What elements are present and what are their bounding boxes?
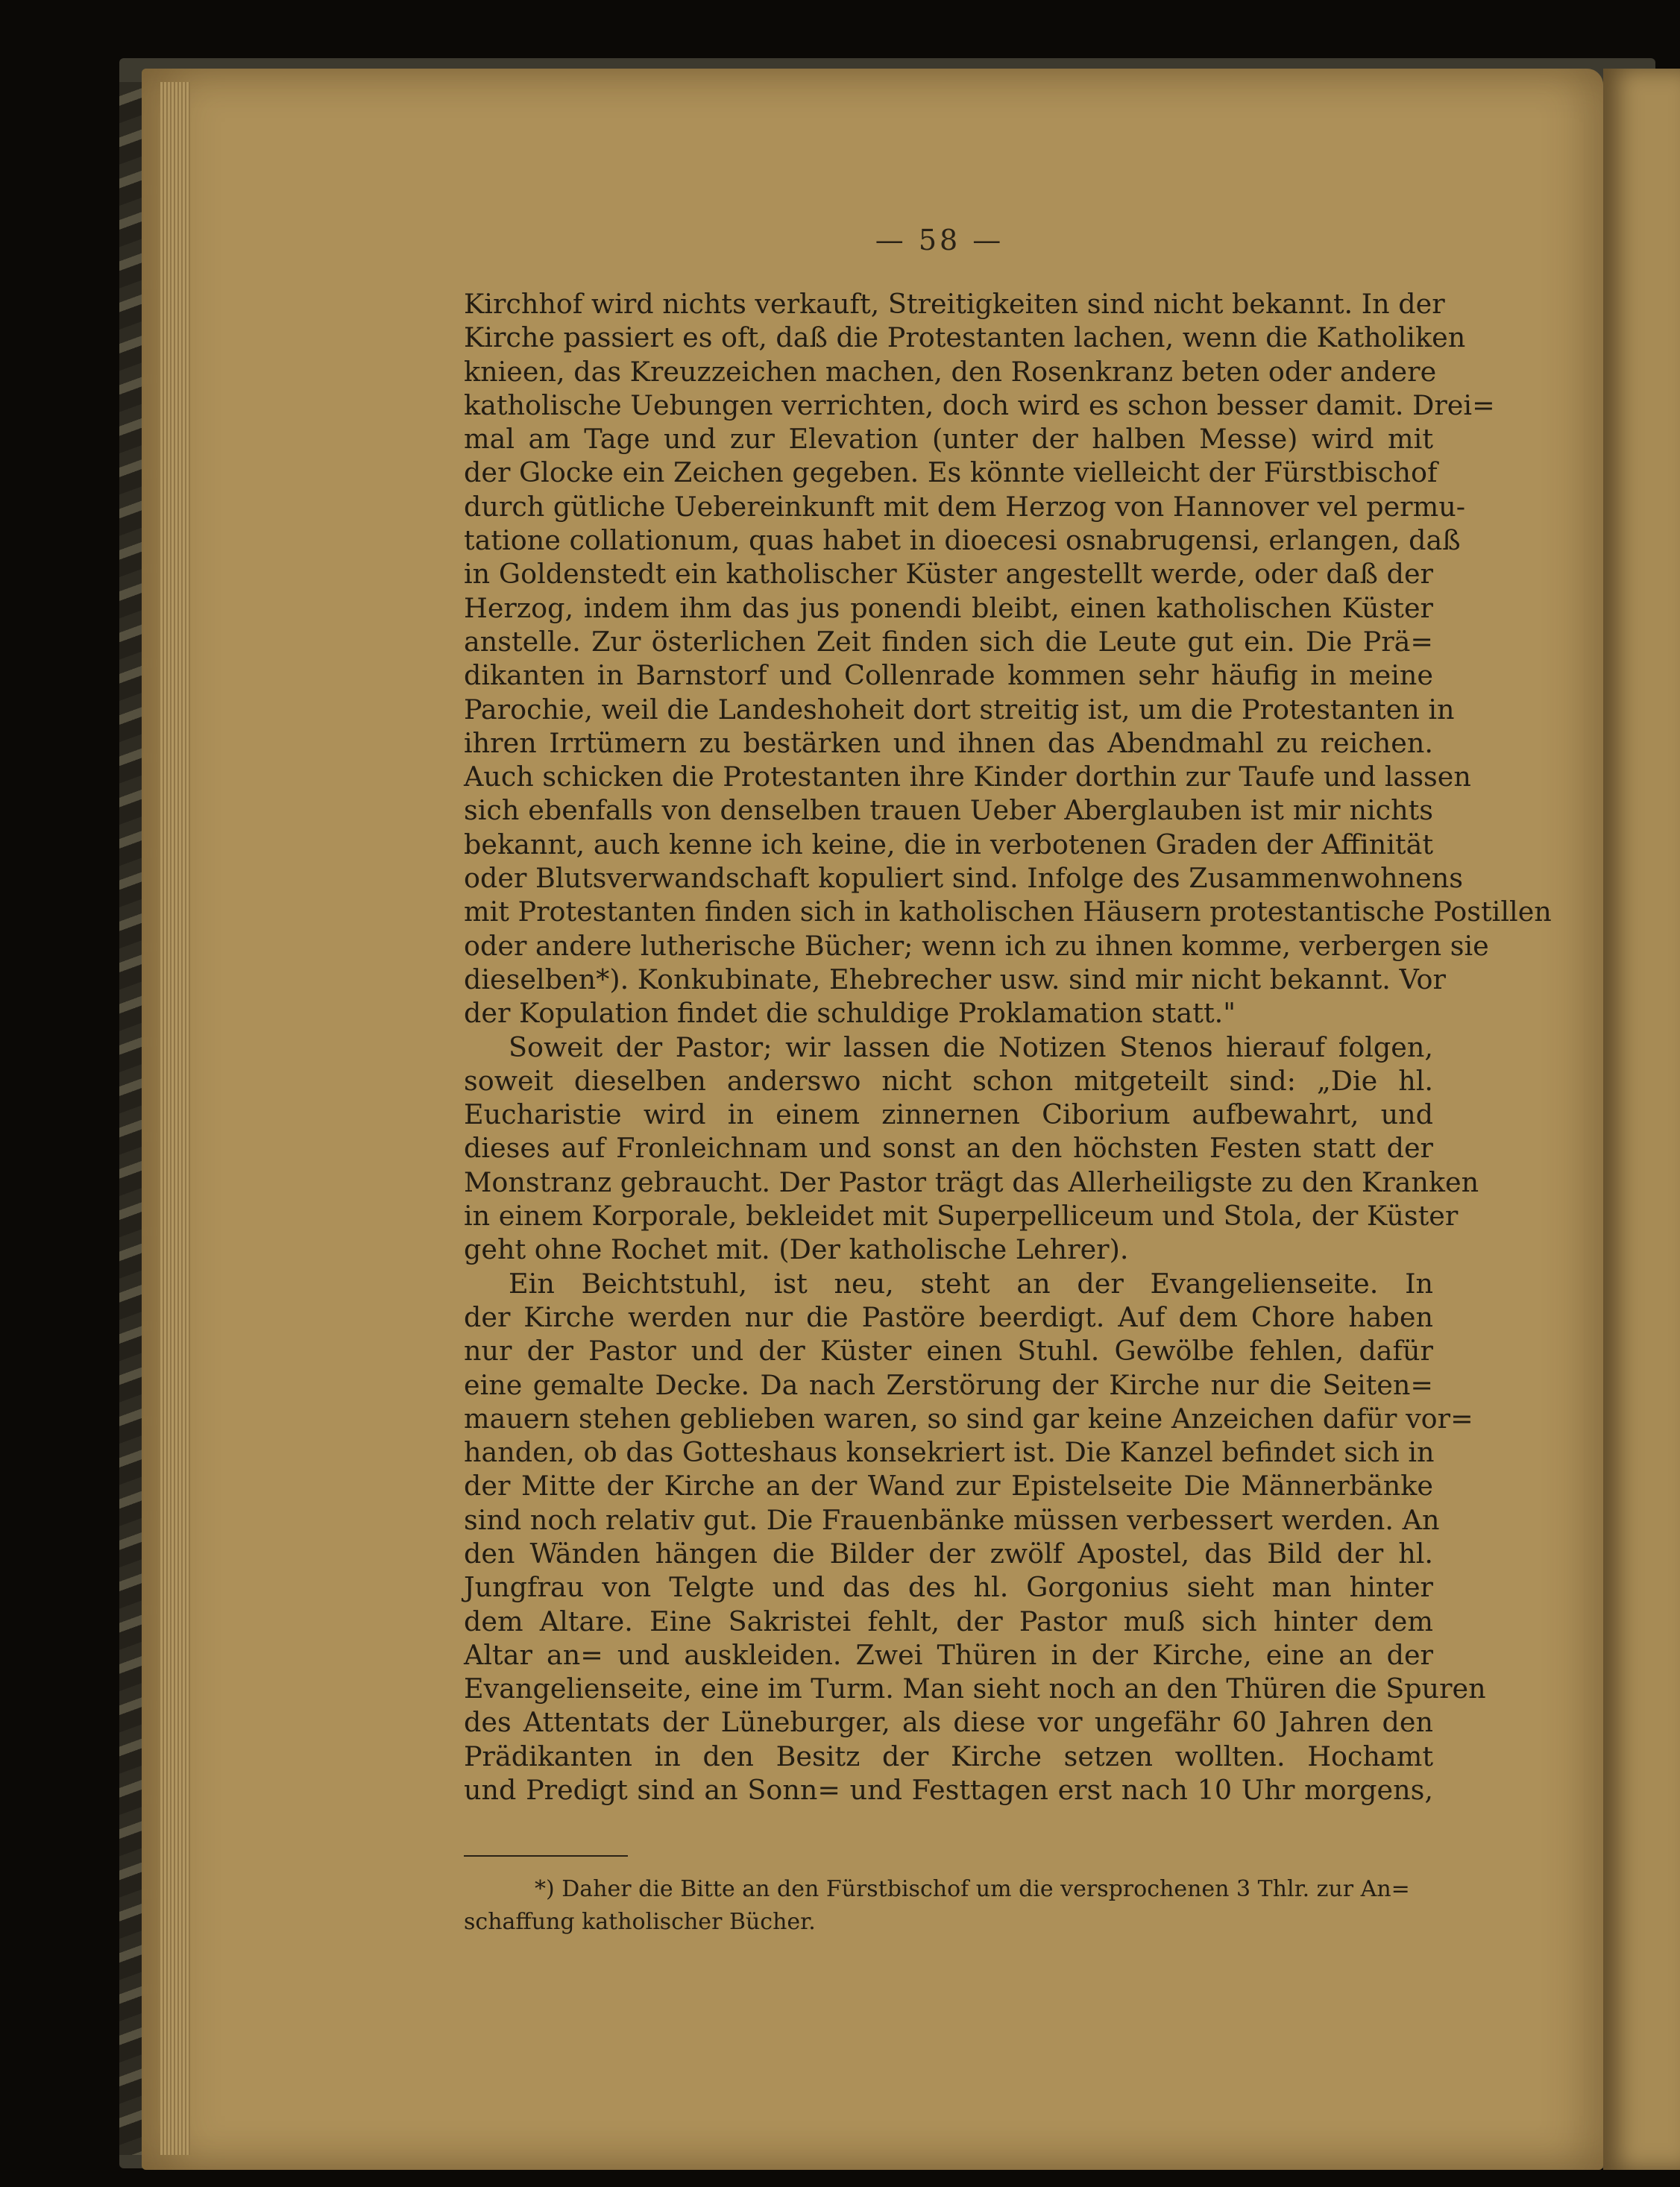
- text-line: der Glocke ein Zeichen gegeben. Es könnte vielleicht der Fürstbischof: [464, 456, 1438, 489]
- text-line: tatione collationum, quas habet in dioecesi osnabrugensi, erlangen, daß: [464, 524, 1461, 557]
- text-line: Kirchhof wird nichts verkauft, Streitigkeiten sind nicht bekannt. In der: [464, 288, 1445, 320]
- text-line: dem Altare. Eine Sakristei fehlt, der Pastor muß sich hinter dem: [464, 1605, 1433, 1637]
- text-line: den Wänden hängen die Bilder der zwölf Apostel, das Bild der hl.: [464, 1537, 1433, 1570]
- text-line: sich ebenfalls von denselben trauen Ueber Aberglauben ist mir nichts: [464, 794, 1433, 827]
- text-line: dieselben*). Konkubinate, Ehebrecher usw. sind mir nicht bekannt. Vor: [464, 963, 1446, 995]
- text-line: ihren Irrtümern zu bestärken und ihnen das Abendmahl zu reichen.: [464, 726, 1433, 759]
- text-line: Altar an= und auskleiden. Zwei Thüren in der Kirche, eine an der: [464, 1638, 1433, 1671]
- text-line: dieses auf Fronleichnam und sonst an den höchsten Festen statt der: [464, 1132, 1433, 1165]
- footnote: [464, 1873, 1433, 1939]
- text-line: Parochie, weil die Landeshoheit dort streitig ist, um die Protestanten in: [464, 693, 1455, 726]
- text-line: handen, ob das Gotteshaus konsekriert ist. Die Kanzel befindet sich in: [464, 1436, 1435, 1469]
- text-line: mit Protestanten finden sich in katholischen Häusern protestantische Postillen: [464, 896, 1552, 928]
- text-line: Herzog, indem ihm das jus ponendi bleibt, einen katholischen Küster: [464, 591, 1433, 624]
- footnote-rule: [464, 1855, 628, 1857]
- text-line: Prädikanten in den Besitz der Kirche setzen wollten. Hochamt: [464, 1740, 1433, 1772]
- facing-page-edge: [1603, 69, 1680, 2170]
- paragraph-1: [464, 287, 1552, 1030]
- text-line: Auch schicken die Protestanten ihre Kinder dorthin zur Taufe und lassen: [464, 761, 1471, 793]
- text-line: der Mitte der Kirche an der Wand zur Epistelseite Die Männerbänke: [464, 1470, 1433, 1502]
- text-line: nur der Pastor und der Küster einen Stuhl. Gewölbe fehlen, dafür: [464, 1335, 1433, 1368]
- body-text: [464, 287, 1552, 1807]
- text-line: des Attentats der Lüneburger, als diese vor ungefähr 60 Jahren den: [464, 1706, 1433, 1739]
- footnote-line: schaffung katholischer Bücher.: [464, 1909, 816, 1935]
- text-line: knieen, das Kreuzzeichen machen, den Rosenkranz beten oder andere: [464, 355, 1437, 388]
- text-line: und Predigt sind an Sonn= und Festtagen erst nach 10 Uhr morgens,: [464, 1774, 1433, 1807]
- paragraph-2: [464, 1030, 1479, 1267]
- text-line: anstelle. Zur österlichen Zeit finden sich die Leute gut ein. Die Prä=: [464, 625, 1433, 658]
- text-line: in einem Korporale, bekleidet mit Superpelliceum und Stola, der Küster: [464, 1200, 1459, 1233]
- text-line: Evangelienseite, eine im Turm. Man sieht noch an den Thüren die Spuren: [464, 1672, 1486, 1705]
- text-line: mal am Tage und zur Elevation (unter der halben Messe) wird mit: [464, 423, 1433, 456]
- text-line: dikanten in Barnstorf und Collenrade kommen sehr häufig in meine: [464, 659, 1433, 692]
- text-line: oder andere lutherische Bücher; wenn ich zu ihnen komme, verbergen sie: [464, 929, 1489, 962]
- text-line: mauern stehen geblieben waren, so sind gar keine Anzeichen dafür vor=: [464, 1402, 1473, 1435]
- text-line: Kirche passiert es oft, daß die Protestanten lachen, wenn die Katholiken: [464, 321, 1466, 354]
- text-line: in Goldenstedt ein katholischer Küster angestellt werde, oder daß der: [464, 558, 1433, 591]
- text-line: bekannt, auch kenne ich keine, die in verbotenen Graden der Affinität: [464, 828, 1433, 860]
- text-line: der Kirche werden nur die Pastöre beerdigt. Auf dem Chore haben: [464, 1300, 1433, 1333]
- text-line: Jungfrau von Telgte und das des hl. Gorgonius sieht man hinter: [464, 1571, 1433, 1604]
- text-line: soweit dieselben anderswo nicht schon mitgeteilt sind: „Die hl.: [464, 1064, 1433, 1097]
- text-line: der Kopulation findet die schuldige Proklamation statt.": [464, 997, 1236, 1030]
- text-line: geht ohne Rochet mit. (Der katholische Lehrer).: [464, 1233, 1129, 1266]
- footnote-line: *) Daher die Bitte an den Fürstbischof um die versprochenen 3 Thlr. zur An=: [535, 1876, 1410, 1902]
- text-line: katholische Uebungen verrichten, doch wird es schon besser damit. Drei=: [464, 388, 1495, 421]
- text-line: durch gütliche Uebereinkunft mit dem Herzog von Hannover vel permu-: [464, 490, 1466, 523]
- page-number: — 58 —: [875, 224, 1004, 257]
- text-line: Soweit der Pastor; wir lassen die Notizen Stenos hierauf folgen,: [509, 1030, 1433, 1063]
- page-stack-edge: [160, 82, 190, 2155]
- text-line: sind noch relativ gut. Die Frauenbänke müssen verbessert werden. An: [464, 1503, 1440, 1536]
- paragraph-3: [464, 1267, 1486, 1807]
- text-line: Monstranz gebraucht. Der Pastor trägt das Allerheiligste zu den Kranken: [464, 1165, 1479, 1198]
- text-line: Eucharistie wird in einem zinnernen Ciborium aufbewahrt, und: [464, 1098, 1433, 1131]
- text-line: Ein Beichtstuhl, ist neu, steht an der Evangelienseite. In: [509, 1267, 1433, 1300]
- text-line: eine gemalte Decke. Da nach Zerstörung der Kirche nur die Seiten=: [464, 1368, 1433, 1401]
- text-line: oder Blutsverwandschaft kopuliert sind. Infolge des Zusammenwohnens: [464, 862, 1463, 895]
